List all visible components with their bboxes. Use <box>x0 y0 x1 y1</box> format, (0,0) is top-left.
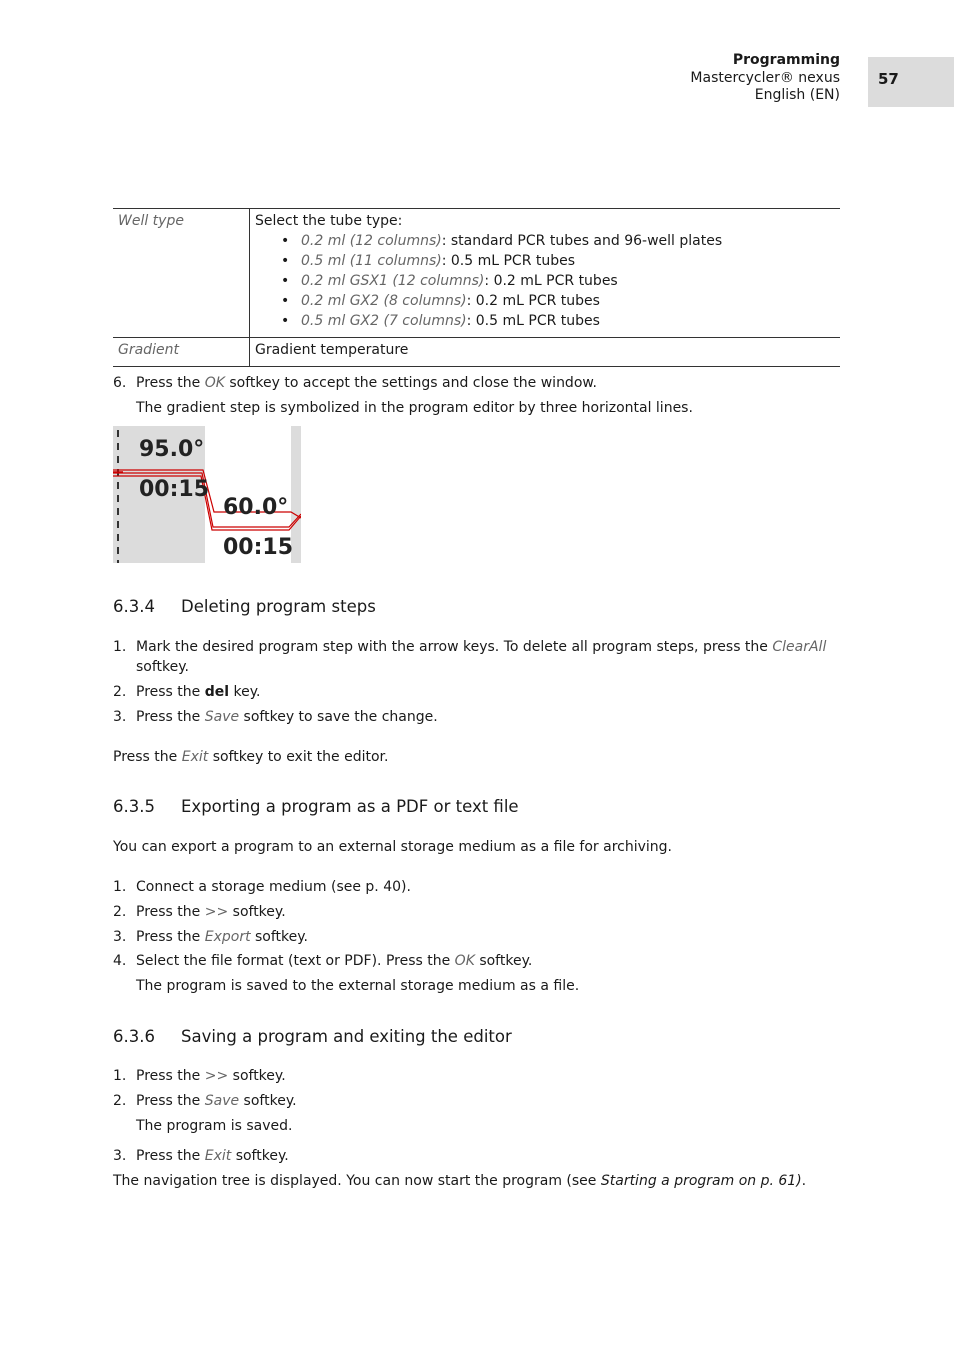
section-number: 6.3.6 <box>113 1027 155 1046</box>
section-title: Deleting program steps <box>181 597 376 616</box>
temperature-label-1: 95.0° <box>139 437 205 462</box>
step-4-note: The program is saved to the external storage medium as a file. <box>136 978 580 994</box>
table-row <box>113 209 840 338</box>
item-term: 0.2 ml GX2 (8 columns) <box>301 293 467 309</box>
step-text: key. <box>229 684 261 700</box>
step-text: Press the <box>136 709 205 725</box>
row-value: Gradient temperature <box>255 342 409 358</box>
list-item <box>301 291 835 311</box>
step-2-note: The program is saved. <box>136 1118 293 1134</box>
step-3 <box>113 1146 289 1166</box>
softkey-name: Exit <box>204 1148 232 1164</box>
step-text: Press the <box>136 929 205 945</box>
cross-reference-link[interactable]: Starting a program on p. 61) <box>600 1173 802 1189</box>
step-number: 3. <box>113 1148 127 1164</box>
step-text: softkey. <box>228 1068 286 1084</box>
step-text: softkey. <box>228 904 286 920</box>
header-language: English (EN) <box>754 87 840 103</box>
item-desc: : 0.2 mL PCR tubes <box>484 273 618 289</box>
step-text: Mark the desired program step with the arrow keys. To delete all program steps, press the <box>136 639 773 655</box>
step-text: Press the <box>136 1093 205 1109</box>
step-6 <box>113 373 597 393</box>
step-number: 2. <box>113 684 127 700</box>
item-desc: : standard PCR tubes and 96-well plates <box>441 233 723 249</box>
softkey-name: Save <box>204 709 240 725</box>
row-value <box>250 209 841 338</box>
item-desc: : 0.5 mL PCR tubes <box>466 313 600 329</box>
step-2 <box>113 1091 297 1111</box>
time-label-1: 00:15 <box>139 477 210 502</box>
step-3 <box>113 707 438 727</box>
item-term: 0.2 ml (12 columns) <box>301 233 442 249</box>
section-heading-636 <box>113 1027 512 1047</box>
header-section: Programming <box>732 52 840 68</box>
item-desc: : 0.5 mL PCR tubes <box>441 253 576 269</box>
step-text: Press the <box>136 1148 205 1164</box>
step-text: softkey. <box>231 1148 289 1164</box>
body-text: softkey to exit the editor. <box>208 749 389 765</box>
program-editor-graphic <box>113 426 301 563</box>
page-number-tab <box>868 57 954 107</box>
softkey-name: OK <box>454 953 475 969</box>
body-text: The navigation tree is displayed. You can now start the program (see <box>113 1173 601 1189</box>
section-title: Saving a program and exiting the editor <box>181 1027 512 1046</box>
table-row <box>113 338 840 367</box>
section-intro: You can export a program to an external storage medium as a file for archiving. <box>113 839 673 855</box>
row-intro: Select the tube type: <box>255 213 403 229</box>
section-number: 6.3.4 <box>113 597 155 616</box>
step-number: 1. <box>113 1068 127 1084</box>
gradient-step-figure <box>113 426 301 563</box>
step-1 <box>113 637 826 657</box>
page-header <box>690 52 840 105</box>
step-number: 6. <box>113 375 127 391</box>
item-term: 0.2 ml GSX1 (12 columns) <box>301 273 485 289</box>
step-text: Press the <box>136 1068 205 1084</box>
key-name: del <box>204 684 230 700</box>
item-desc: : 0.2 mL PCR tubes <box>466 293 600 309</box>
step-number: 3. <box>113 929 127 945</box>
step-number: 2. <box>113 904 127 920</box>
step-1 <box>113 877 411 897</box>
step-text: Connect a storage medium (see p. 40). <box>136 879 411 895</box>
step-text: Press the <box>136 684 205 700</box>
page-number: 57 <box>878 70 899 88</box>
list-item <box>301 251 835 271</box>
step-number: 3. <box>113 709 127 725</box>
item-term: 0.5 ml (11 columns) <box>301 253 442 269</box>
step-text: softkey to save the change. <box>239 709 438 725</box>
softkey-name: ClearAll <box>772 639 827 655</box>
parameter-table <box>113 208 840 367</box>
step-1-continued: softkey. <box>136 659 189 675</box>
list-item <box>301 311 835 331</box>
exit-instruction <box>113 747 388 767</box>
softkey-name: Export <box>204 929 251 945</box>
temperature-label-2: 60.0° <box>223 495 289 520</box>
time-label-2: 00:15 <box>223 535 294 560</box>
list-item <box>301 231 835 251</box>
step-number: 4. <box>113 953 127 969</box>
step-2 <box>113 902 286 922</box>
body-text: Press the <box>113 749 182 765</box>
step-2 <box>113 682 260 702</box>
list-item <box>301 271 835 291</box>
step-number: 1. <box>113 639 127 655</box>
header-product: Mastercycler® nexus <box>690 69 840 86</box>
step-text: softkey to accept the settings and close the window. <box>224 375 598 391</box>
softkey-name: Exit <box>181 749 209 765</box>
section-heading-634 <box>113 597 376 617</box>
step-text: Press the <box>136 904 205 920</box>
row-label: Well type <box>113 209 250 338</box>
section-title: Exporting a program as a PDF or text file <box>181 797 519 816</box>
body-text: . <box>801 1173 807 1189</box>
closing-paragraph <box>113 1171 806 1191</box>
section-heading-635 <box>113 797 519 817</box>
step-number: 1. <box>113 879 127 895</box>
softkey-name: OK <box>204 375 225 391</box>
item-term: 0.5 ml GX2 (7 columns) <box>301 313 467 329</box>
step-text: softkey. <box>239 1093 297 1109</box>
step-1 <box>113 1066 286 1086</box>
softkey-name: Save <box>204 1093 240 1109</box>
softkey-name: >> <box>204 904 229 920</box>
step-text: Select the file format (text or PDF). Press the <box>136 953 455 969</box>
step-3 <box>113 927 308 947</box>
step-text: softkey. <box>250 929 309 945</box>
section-number: 6.3.5 <box>113 797 155 816</box>
step-6-note: The gradient step is symbolized in the program editor by three horizontal lines. <box>136 400 693 416</box>
step-number: 2. <box>113 1093 127 1109</box>
step-text: Press the <box>136 375 205 391</box>
row-label: Gradient <box>113 338 250 367</box>
tube-type-list <box>255 231 835 331</box>
step-text: softkey. <box>474 953 533 969</box>
softkey-name: >> <box>204 1068 229 1084</box>
step-4 <box>113 951 532 971</box>
